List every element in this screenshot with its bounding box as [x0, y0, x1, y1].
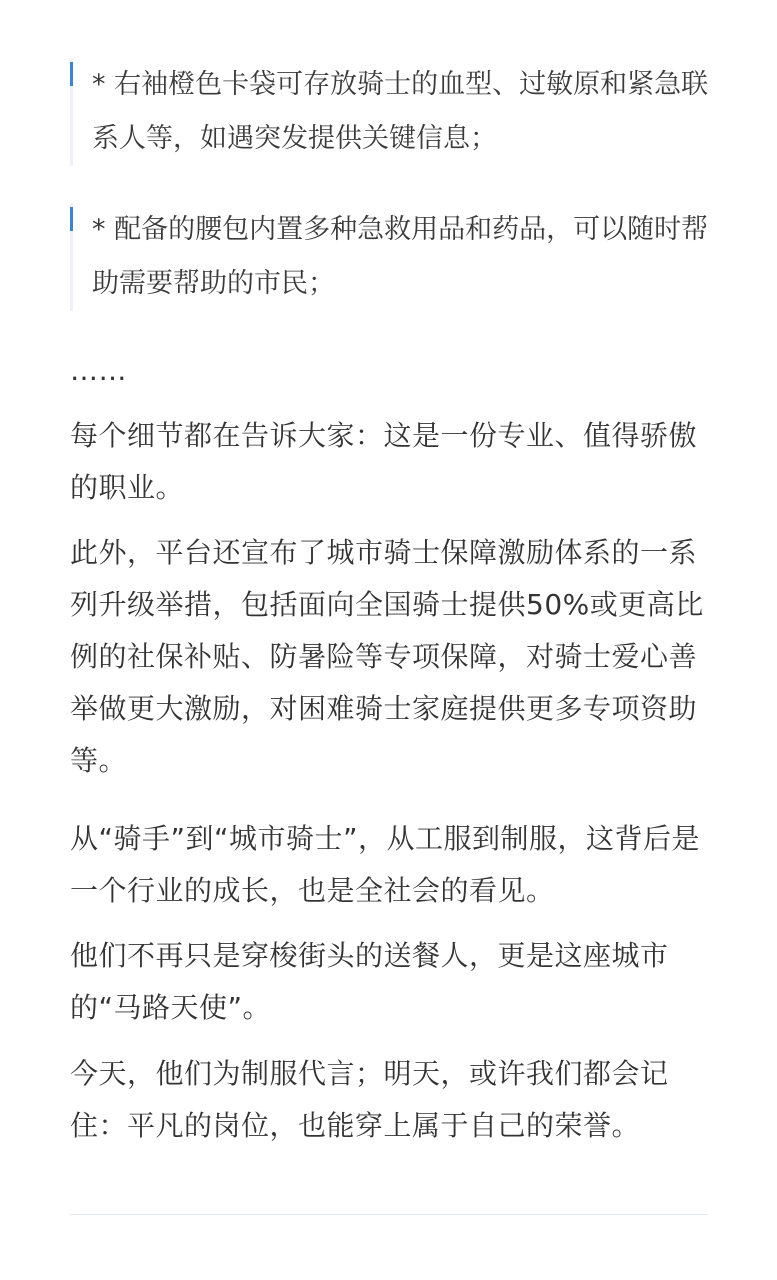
quote-text: * 配备的腰包内置多种急救用品和药品，可以随时帮助需要帮助的市民；: [92, 214, 709, 299]
paragraph-honor: 今天，他们为制服代言；明天，或许我们都会记住：平凡的岗位，也能穿上属于自己的荣誉。: [70, 1057, 669, 1142]
paragraph-professional: 每个细节都在告诉大家：这是一份专业、值得骄傲的职业。: [70, 419, 698, 504]
ellipsis-text: ……: [70, 354, 127, 387]
paragraph-road-angels: 他们不再只是穿梭街头的送餐人，更是这座城市的“马路天使”。: [70, 939, 669, 1024]
quote-bar: [70, 203, 73, 311]
quote-text: * 右袖橙色卡袋可存放骑士的血型、过敏原和紧急联系人等，如遇突发提供关键信息；: [92, 69, 709, 154]
quote-bar: [70, 58, 73, 166]
blockquote-orange-pocket: [70, 58, 732, 166]
paragraph-growth: 从“骑手”到“城市骑士”，从工服到制服，这背后是一个行业的成长，也是全社会的看见。: [70, 822, 701, 907]
footer-divider: [70, 1214, 708, 1215]
paragraph-benefits: 此外，平台还宣布了城市骑士保障激励体系的一系列升级举措，包括面向全国骑士提供50%或更高比例的社保补贴、防暑险等专项保障，对骑士爱心善举做更大激励，对困难骑士家庭提供更多专项资助等。: [70, 536, 704, 777]
blockquote-waist-pack: [70, 203, 732, 311]
